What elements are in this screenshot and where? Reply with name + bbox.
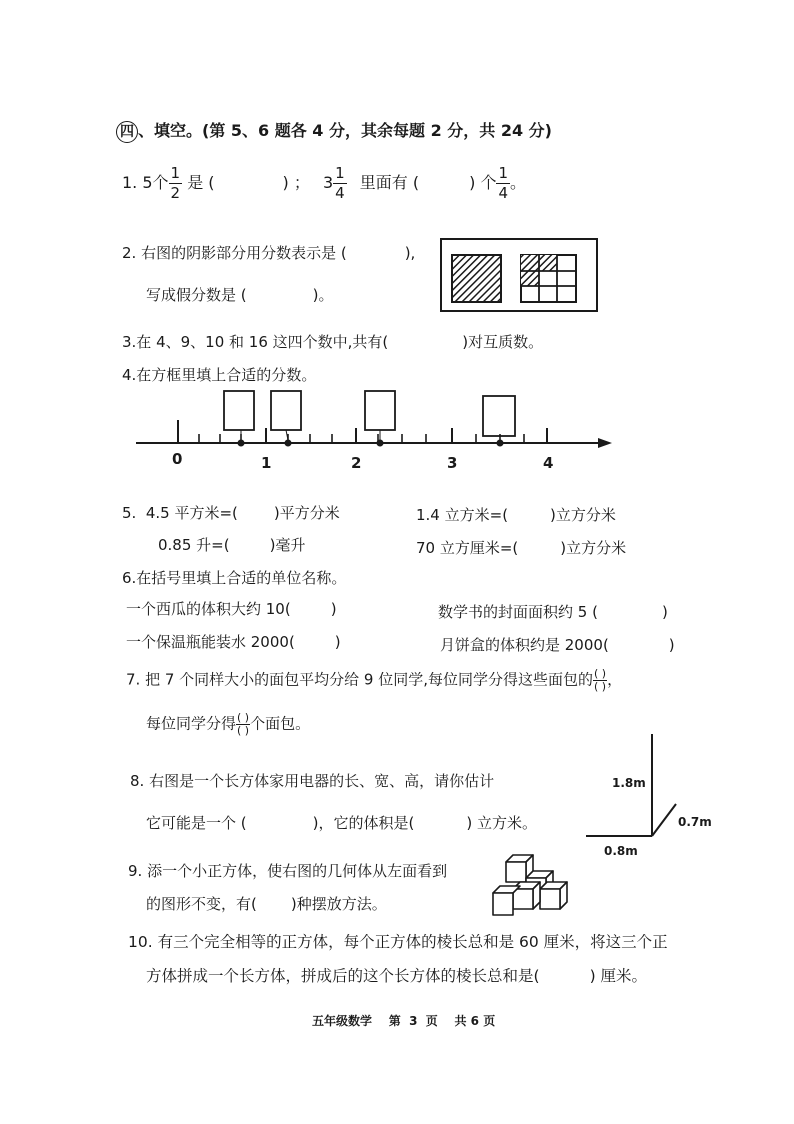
q2-text-2: 写成假分数是 ( bbox=[146, 286, 247, 304]
q1-text-4: ) 个 bbox=[469, 173, 497, 192]
question-10-line-2 bbox=[146, 964, 647, 986]
question-6-d bbox=[440, 634, 675, 655]
q7-text-2-end: 个面包。 bbox=[250, 714, 311, 733]
q5-a-end: )平方分米 bbox=[273, 504, 340, 522]
question-7-line-1 bbox=[126, 668, 622, 692]
q8-text-2-end: ) 立方米。 bbox=[466, 814, 537, 832]
q1-whole: 3 bbox=[322, 173, 334, 192]
q2-text-2-end: )。 bbox=[312, 286, 334, 304]
q5-number: 5. bbox=[122, 504, 137, 522]
tick-label-4: 4 bbox=[543, 454, 554, 472]
q1-text-2: ) ； bbox=[282, 173, 310, 192]
q8-text-2: 它可能是一个 ( bbox=[146, 814, 247, 832]
q5-d-end: )立方分米 bbox=[560, 539, 627, 557]
q5-d-text: 70 立方厘米=( bbox=[416, 539, 519, 557]
q6-a-text: 一个西瓜的体积大约 10( bbox=[126, 600, 291, 618]
section-header bbox=[116, 118, 552, 143]
q6-d-end: ) bbox=[668, 636, 675, 654]
q5-a-text: 4.5 平方米=( bbox=[145, 504, 238, 522]
question-5-a bbox=[122, 502, 340, 523]
q8-height-label: 1.8m bbox=[612, 776, 646, 790]
q2-text-1: 2. 右图的阴影部分用分数表示是 ( bbox=[122, 244, 347, 262]
q7-text-1: 7. 把 7 个同样大小的面包平均分给 9 位同学,每位同学分得这些面包的 bbox=[126, 670, 594, 689]
question-2-line-2 bbox=[146, 284, 333, 305]
question-2-line-1 bbox=[122, 242, 415, 263]
question-5-b bbox=[416, 504, 616, 525]
question-4 bbox=[122, 364, 316, 385]
q6-b-end: ) bbox=[661, 603, 668, 621]
q7-text-2: 每位同学分得 bbox=[146, 714, 237, 733]
q9-text-2-end: )种摆放方法。 bbox=[290, 895, 387, 913]
q6-d-text: 月饼盒的体积约是 2000( bbox=[440, 636, 609, 654]
q9-text-1: 9. 添一个小正方体，使右图的几何体从左面看到 bbox=[128, 862, 448, 880]
q2-text-1-end: ), bbox=[404, 244, 416, 262]
q8-text-1: 8. 右图是一个长方体家用电器的长、宽、高，请你估计 bbox=[130, 772, 495, 790]
q6-c-end: ) bbox=[334, 633, 341, 651]
question-1 bbox=[122, 166, 526, 201]
section-title: 、填空。(第 5、6 题各 4 分，其余每题 2 分，共 24 分) bbox=[138, 121, 552, 140]
q7-fraction-blank-1[interactable]: $\frac{( )}{( )}$ bbox=[594, 667, 607, 693]
q8-width-label: 0.7m bbox=[678, 815, 712, 829]
question-5-c bbox=[158, 534, 305, 555]
section-badge: 四 bbox=[116, 121, 138, 143]
page-footer bbox=[312, 1012, 495, 1029]
q7-text-1-end: ， bbox=[607, 670, 623, 689]
question-6-a bbox=[126, 598, 337, 619]
tick-label-1: 1 bbox=[261, 454, 272, 472]
q1-fraction-3: $\frac{1}{4}$ bbox=[498, 164, 509, 202]
question-6-c bbox=[126, 631, 341, 652]
q5-c-end: )毫升 bbox=[269, 536, 306, 554]
q7-fraction-blank-2[interactable]: $\frac{( )}{( )}$ bbox=[237, 711, 250, 737]
question-8-line-2 bbox=[146, 812, 537, 833]
q1-text-1: 是 ( bbox=[187, 173, 215, 192]
question-6 bbox=[122, 567, 346, 588]
q1-fraction-2: $\frac{1}{4}$ bbox=[335, 164, 345, 202]
q4-text: 4.在方框里填上合适的分数。 bbox=[122, 366, 317, 384]
q3-text: 3.在 4、9、10 和 16 这四个数中,共有( bbox=[122, 333, 389, 351]
q9-cubes-figure bbox=[490, 853, 576, 919]
q6-a-end: ) bbox=[330, 600, 337, 618]
question-10-line-1 bbox=[128, 930, 668, 952]
q5-b-text: 1.4 立方米=( bbox=[416, 506, 509, 524]
q5-c-text: 0.85 升=( bbox=[158, 536, 230, 554]
q10-text-2: 方体拼成一个长方体，拼成后的这个长方体的棱长总和是( bbox=[146, 967, 540, 985]
footer-text: 五年级数学 第 3 页 共 6 页 bbox=[312, 1014, 496, 1028]
question-5-d bbox=[416, 537, 626, 558]
question-3 bbox=[122, 331, 543, 352]
q1-number: 1. bbox=[122, 173, 138, 192]
q8-text-mid: )，它的体积是( bbox=[312, 814, 415, 832]
question-9-line-2 bbox=[146, 893, 387, 914]
question-7-line-2 bbox=[146, 712, 310, 736]
tick-label-3: 3 bbox=[447, 454, 458, 472]
tick-label-0: 0 bbox=[172, 450, 183, 468]
question-8-line-1 bbox=[130, 770, 494, 791]
q1-text-3: 里面有 ( bbox=[359, 173, 420, 192]
q6-text: 6.在括号里填上合适的单位名称。 bbox=[122, 569, 347, 587]
q1-end: 。 bbox=[510, 173, 527, 192]
q4-number-line bbox=[134, 388, 614, 470]
q1-count: 5个 bbox=[142, 173, 169, 192]
q5-b-end: )立方分米 bbox=[550, 506, 616, 524]
q1-fraction-1: $\frac{1}{2}$ bbox=[170, 164, 181, 202]
q9-text-2: 的图形不变，有( bbox=[146, 895, 257, 913]
question-6-b bbox=[438, 601, 668, 622]
q2-shaded-figure bbox=[440, 238, 598, 312]
q10-text-1: 10. 有三个完全相等的正方体，每个正方体的棱长总和是 60 厘米，将这三个正 bbox=[128, 933, 668, 951]
q3-end: )对互质数。 bbox=[462, 333, 544, 351]
question-9-line-1 bbox=[128, 860, 447, 881]
tick-label-2: 2 bbox=[351, 454, 362, 472]
q6-c-text: 一个保温瓶能装水 2000( bbox=[126, 633, 295, 651]
q6-b-text: 数学书的封面面积约 5 ( bbox=[438, 603, 598, 621]
q8-length-label: 0.8m bbox=[604, 844, 638, 858]
q10-text-2-end: ) 厘米。 bbox=[589, 967, 648, 985]
